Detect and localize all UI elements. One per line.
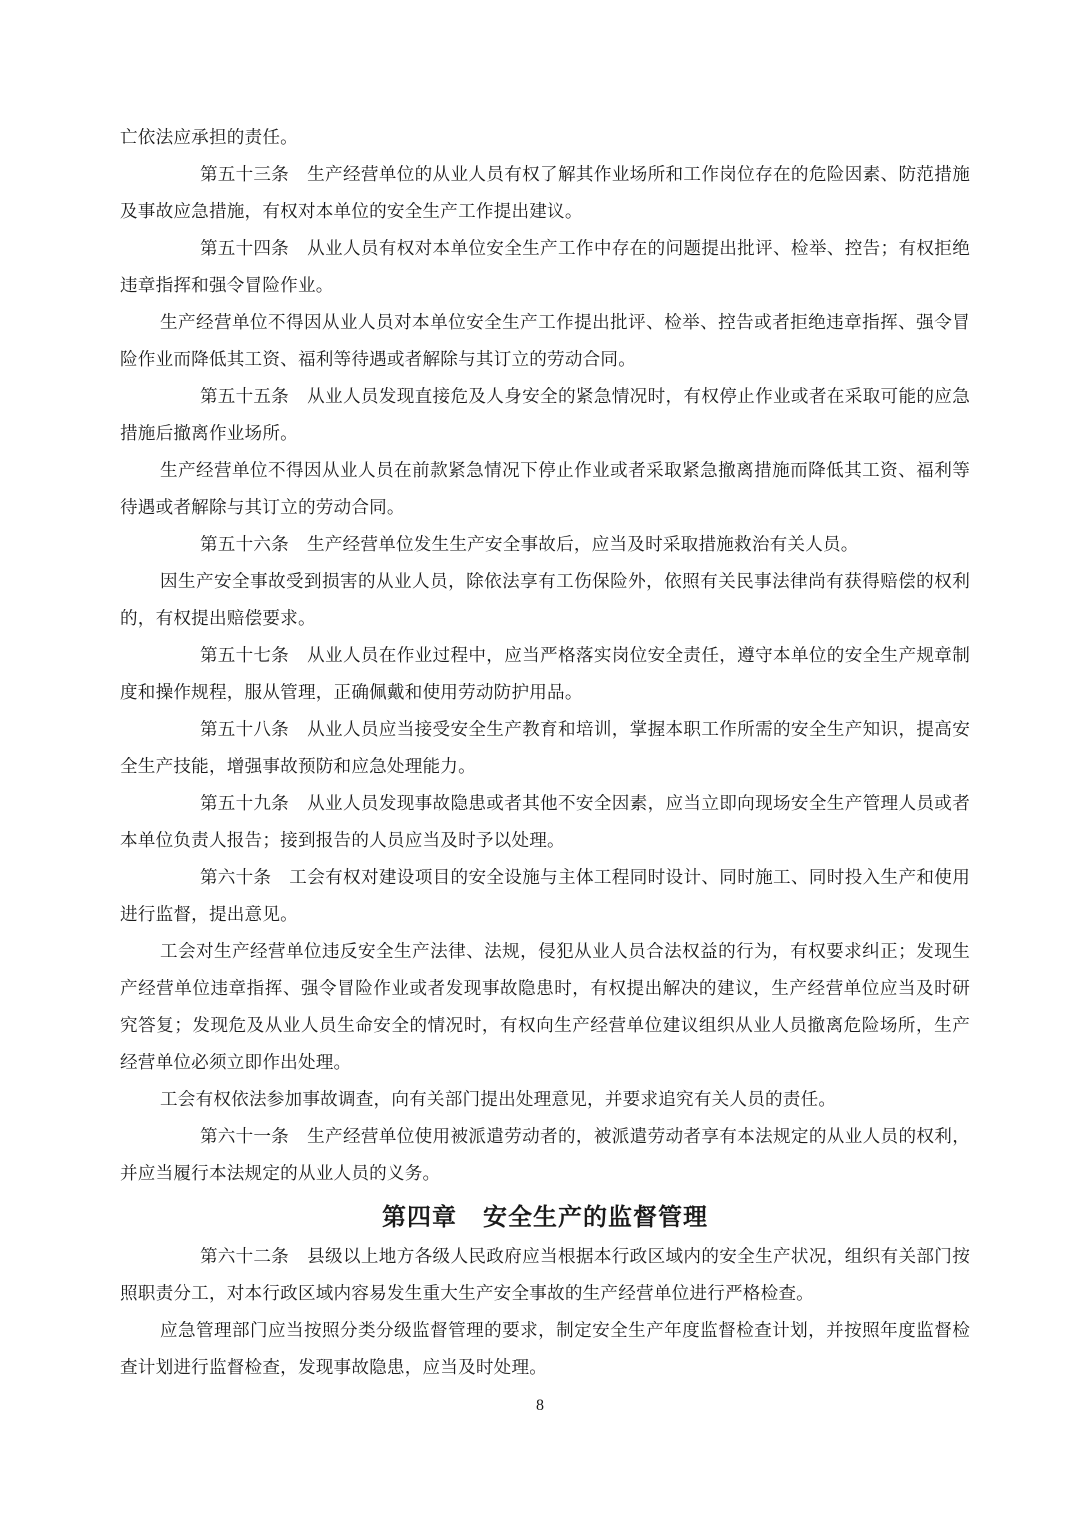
article-paragraph xyxy=(120,638,970,712)
paragraph xyxy=(120,934,970,1082)
article-number: 第五十九条 xyxy=(200,794,289,814)
paragraph-text: 从业人员有权对本单位安全生产工作中存在的问题提出批评、检举、控告；有权拒绝违章指挥和强令冒险作业。 xyxy=(120,239,970,296)
document-body xyxy=(120,120,970,1193)
paragraph-text: 从业人员应当接受安全生产教育和培训，掌握本职工作所需的安全生产知识，提高安全生产技能，增强事故预防和应急处理能力。 xyxy=(120,720,970,777)
paragraph-text: 县级以上地方各级人民政府应当根据本行政区域内的安全生产状况，组织有关部门按照职责分工，对本行政区域内容易发生重大生产安全事故的生产经营单位进行严格检查。 xyxy=(120,1247,970,1304)
paragraph xyxy=(120,564,970,638)
article-paragraph xyxy=(120,1239,970,1313)
paragraph-text: 生产经营单位发生生产安全事故后，应当及时采取措施救治有关人员。 xyxy=(306,535,859,555)
article-number: 第六十二条 xyxy=(200,1247,289,1267)
page-number: 8 xyxy=(536,1397,544,1414)
article-number: 第五十五条 xyxy=(200,387,289,407)
paragraph-text: 从业人员发现直接危及人身安全的紧急情况时，有权停止作业或者在采取可能的应急措施后撤离作业场所。 xyxy=(120,387,970,444)
chapter-heading xyxy=(120,1195,970,1239)
chapter-number: 第四章 xyxy=(382,1203,457,1231)
document-body-continued xyxy=(120,1239,970,1387)
article-number: 第五十三条 xyxy=(200,165,289,185)
paragraph-text: 从业人员发现事故隐患或者其他不安全因素，应当立即向现场安全生产管理人员或者本单位负责人报告；接到报告的人员应当及时予以处理。 xyxy=(120,794,970,851)
article-number: 第五十七条 xyxy=(200,646,289,666)
article-paragraph xyxy=(120,527,970,564)
article-number: 第五十六条 xyxy=(200,535,289,555)
paragraph-text: 工会对生产经营单位违反安全生产法律、法规，侵犯从业人员合法权益的行为，有权要求纠正；发现生产经营单位违章指挥、强令冒险作业或者发现事故隐患时，有权提出解决的建议，生产经营单位应当及时研究答复；发现危及从业人员生命安全的情况时，有权向生产经营单位建议组织从业人员撤离危险场所，生产经营单位必须立即作出处理。 xyxy=(120,942,970,1073)
article-number: 第五十四条 xyxy=(200,239,289,259)
paragraph-text: 生产经营单位的从业人员有权了解其作业场所和工作岗位存在的危险因素、防范措施及事故应急措施，有权对本单位的安全生产工作提出建议。 xyxy=(120,165,970,222)
article-number: 第六十一条 xyxy=(200,1127,289,1147)
chapter-title: 安全生产的监督管理 xyxy=(483,1203,708,1231)
paragraph-text: 应急管理部门应当按照分类分级监督管理的要求，制定安全生产年度监督检查计划，并按照年度监督检查计划进行监督检查，发现事故隐患，应当及时处理。 xyxy=(120,1321,970,1378)
article-number: 第六十条 xyxy=(200,868,272,888)
article-paragraph xyxy=(120,786,970,860)
article-paragraph xyxy=(120,231,970,305)
paragraph-text: 工会有权对建设项目的安全设施与主体工程同时设计、同时施工、同时投入生产和使用进行监督，提出意见。 xyxy=(120,868,970,925)
paragraph-text: 因生产安全事故受到损害的从业人员，除依法享有工伤保险外，依照有关民事法律尚有获得赔偿的权利的，有权提出赔偿要求。 xyxy=(120,572,970,629)
article-paragraph xyxy=(120,379,970,453)
paragraph xyxy=(120,305,970,379)
paragraph xyxy=(120,1313,970,1387)
paragraph-text: 工会有权依法参加事故调查，向有关部门提出处理意见，并要求追究有关人员的责任。 xyxy=(160,1090,837,1110)
article-paragraph xyxy=(120,1119,970,1193)
paragraph xyxy=(120,120,970,157)
document-page xyxy=(120,120,970,1387)
paragraph-text: 生产经营单位不得因从业人员在前款紧急情况下停止作业或者采取紧急撤离措施而降低其工资、福利等待遇或者解除与其订立的劳动合同。 xyxy=(120,461,970,518)
article-paragraph xyxy=(120,157,970,231)
paragraph-text: 生产经营单位使用被派遣劳动者的，被派遣劳动者享有本法规定的从业人员的权利，并应当履行本法规定的从业人员的义务。 xyxy=(120,1127,970,1184)
paragraph xyxy=(120,1082,970,1119)
article-paragraph xyxy=(120,860,970,934)
article-paragraph xyxy=(120,712,970,786)
paragraph xyxy=(120,453,970,527)
paragraph-text: 生产经营单位不得因从业人员对本单位安全生产工作提出批评、检举、控告或者拒绝违章指挥、强令冒险作业而降低其工资、福利等待遇或者解除与其订立的劳动合同。 xyxy=(120,313,970,370)
article-number: 第五十八条 xyxy=(200,720,289,740)
paragraph-text: 从业人员在作业过程中，应当严格落实岗位安全责任，遵守本单位的安全生产规章制度和操作规程，服从管理，正确佩戴和使用劳动防护用品。 xyxy=(120,646,970,703)
paragraph-text: 亡依法应承担的责任。 xyxy=(120,128,298,148)
